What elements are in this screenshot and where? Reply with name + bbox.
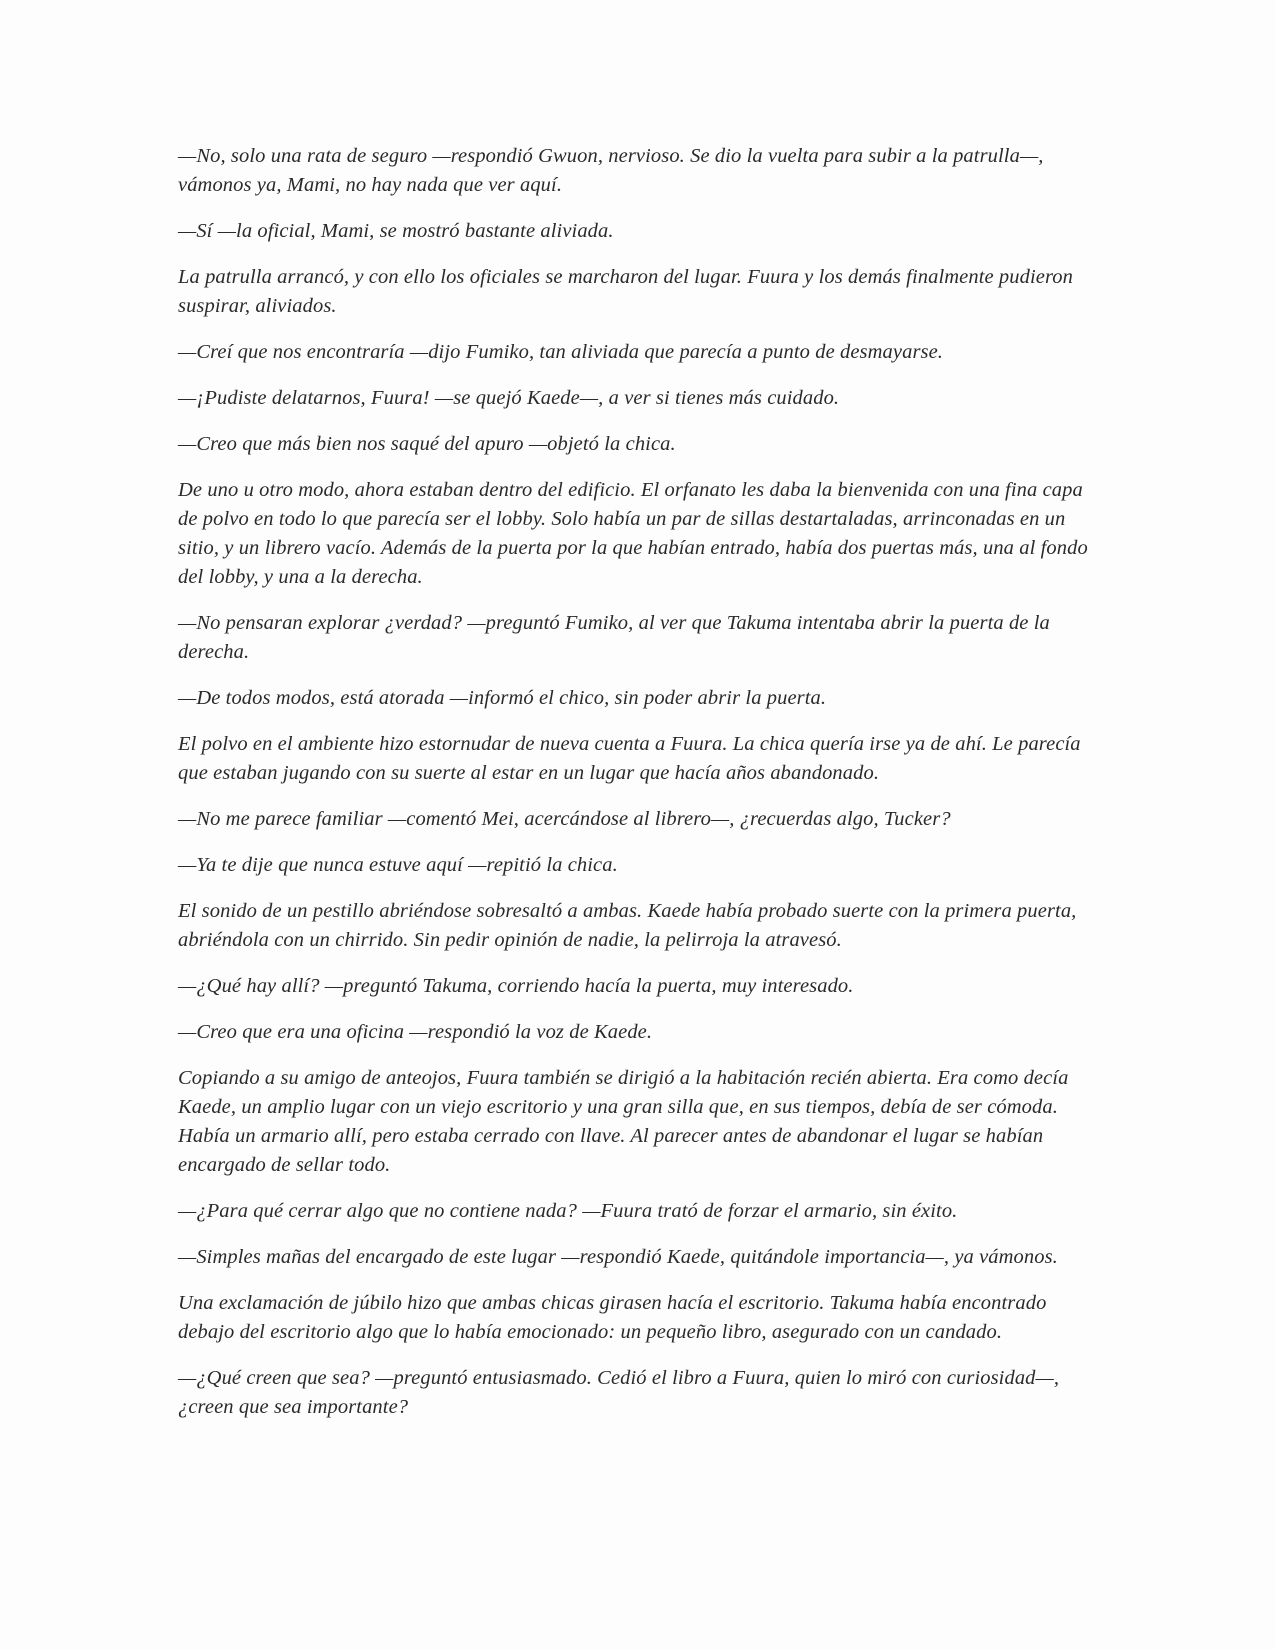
paragraph: —Creo que era una oficina —respondió la voz de Kaede. <box>178 1021 653 1043</box>
paragraph: De uno u otro modo, ahora estaban dentro del edificio. El orfanato les daba la bienvenida con una fina capa de polvo en todo lo que parecía ser el lobby. Solo había un par de sillas destartaladas, arrinconadas en un sitio, y un librero vacío. Además de la puerta por la que habían entrado, había dos puertas más, una al fondo del lobby, y una a la derecha. <box>178 479 1088 588</box>
paragraph: —Simples mañas del encargado de este lugar —respondió Kaede, quitándole importancia—, ya vámonos. <box>178 1246 1058 1268</box>
paragraph: —Creí que nos encontraría —dijo Fumiko, tan aliviada que parecía a punto de desmayarse. <box>178 341 944 363</box>
paragraph: —¿Para qué cerrar algo que no contiene nada? —Fuura trató de forzar el armario, sin éxito. <box>178 1200 958 1222</box>
paragraph: —No pensaran explorar ¿verdad? —preguntó Fumiko, al ver que Takuma intentaba abrir la puerta de la derecha. <box>178 612 1050 663</box>
paragraph: Una exclamación de júbilo hizo que ambas chicas girasen hacía el escritorio. Takuma había encontrado debajo del escritorio algo que lo había emocionado: un pequeño libro, asegurado con un candado. <box>178 1292 1047 1343</box>
paragraph: —¿Qué hay allí? —preguntó Takuma, corriendo hacía la puerta, muy interesado. <box>178 975 854 997</box>
body-text <box>178 142 1098 1439</box>
paragraph: —No, solo una rata de seguro —respondió Gwuon, nervioso. Se dio la vuelta para subir a la patrulla—, vámonos ya, Mami, no hay nada que ver aquí. <box>178 145 1044 196</box>
paragraph: —Ya te dije que nunca estuve aquí —repitió la chica. <box>178 854 618 876</box>
paragraph: El polvo en el ambiente hizo estornudar de nueva cuenta a Fuura. La chica quería irse ya de ahí. Le parecía que estaban jugando con su suerte al estar en un lugar que hacía años abandonado. <box>178 733 1081 784</box>
paragraph: —Sí —la oficial, Mami, se mostró bastante aliviada. <box>178 220 614 242</box>
paragraph: —Creo que más bien nos saqué del apuro —objetó la chica. <box>178 433 676 455</box>
paragraph: —De todos modos, está atorada —informó el chico, sin poder abrir la puerta. <box>178 687 827 709</box>
paragraph: Copiando a su amigo de anteojos, Fuura también se dirigió a la habitación recién abierta. Era como decía Kaede, un amplio lugar con un viejo escritorio y una gran silla que, en sus tiempos, debía de ser cómoda. Había un armario allí, pero estaba cerrado con llave. Al parecer antes de abandonar el lugar se habían encargado de sellar todo. <box>178 1067 1069 1176</box>
paragraph: La patrulla arrancó, y con ello los oficiales se marcharon del lugar. Fuura y los demás finalmente pudieron suspirar, aliviados. <box>178 266 1073 317</box>
paragraph: El sonido de un pestillo abriéndose sobresaltó a ambas. Kaede había probado suerte con la primera puerta, abriéndola con un chirrido. Sin pedir opinión de nadie, la pelirroja la atravesó. <box>178 900 1077 951</box>
paragraph: —¡Pudiste delatarnos, Fuura! —se quejó Kaede—, a ver si tienes más cuidado. <box>178 387 840 409</box>
paragraph: —¿Qué creen que sea? —preguntó entusiasmado. Cedió el libro a Fuura, quien lo miró con curiosidad—, ¿creen que sea importante? <box>178 1367 1060 1418</box>
paragraph: —No me parece familiar —comentó Mei, acercándose al librero—, ¿recuerdas algo, Tucker? <box>178 808 951 830</box>
